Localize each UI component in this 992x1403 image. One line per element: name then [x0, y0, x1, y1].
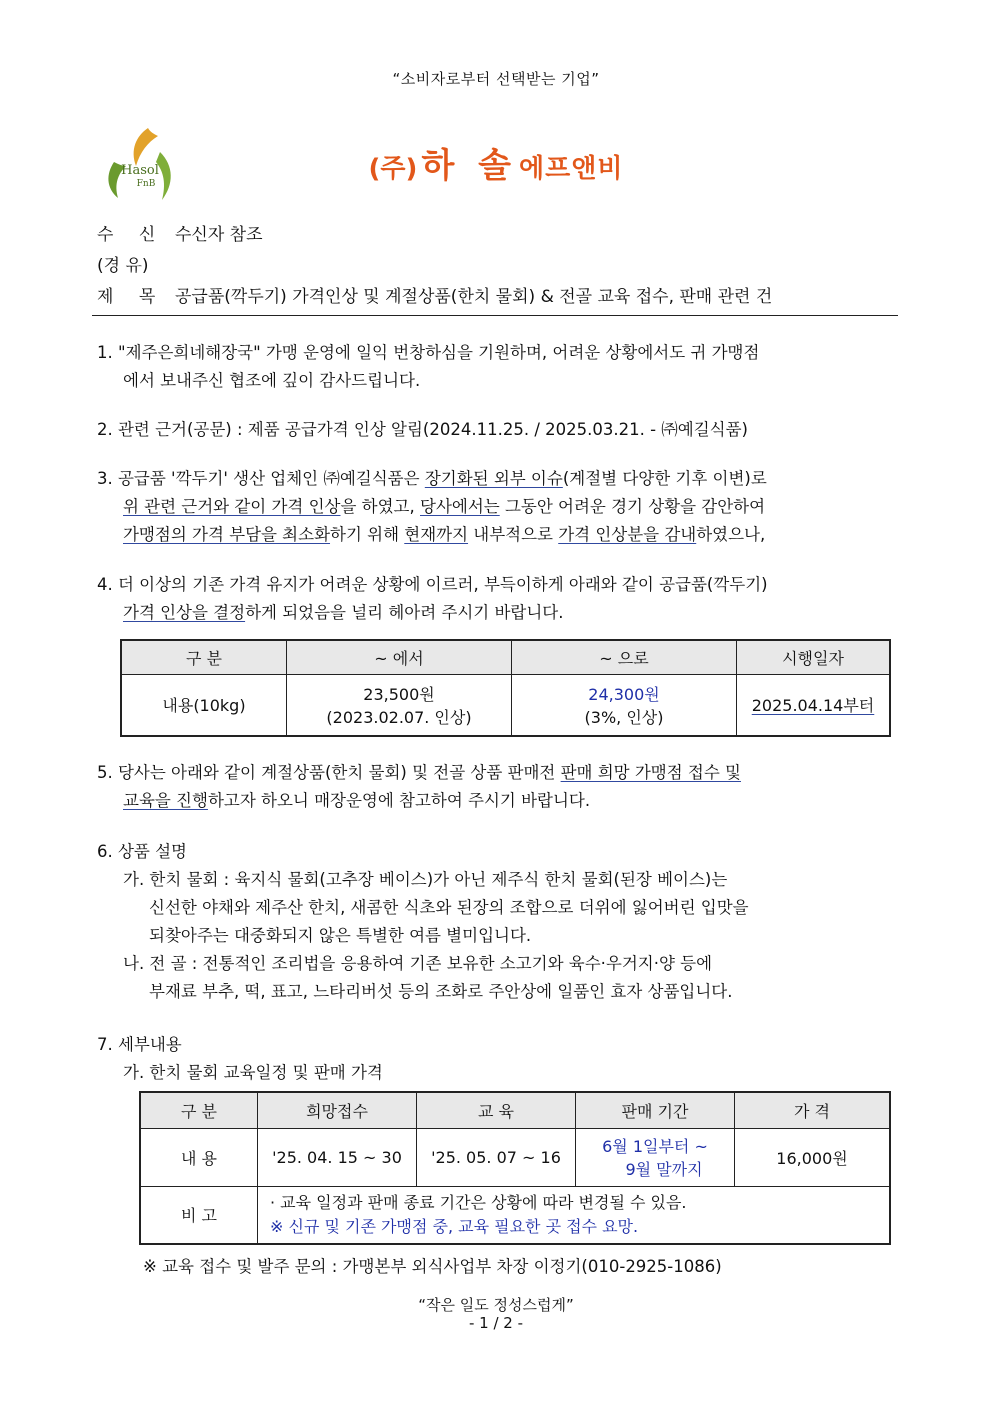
- price-header-effective: 시행일자: [737, 640, 891, 674]
- p4-b: 가격 인상을 결정: [123, 603, 246, 622]
- recipient-value: 수신자 참조: [175, 225, 263, 245]
- price-header-to: ~ 으로: [512, 640, 737, 674]
- remark-line2: ※ 신규 및 기존 가맹점 중, 교육 필요한 곳 접수 요망.: [270, 1216, 639, 1236]
- p3-m: 하였으나,: [696, 525, 766, 544]
- p3-a: 3. 공급품 '깍두기' 생산 업체인 ㈜예길식품은: [97, 469, 425, 488]
- p3-j: 현재까지: [404, 525, 469, 544]
- schedule-header-price: 가 격: [735, 1092, 891, 1128]
- paragraph-5: [97, 759, 897, 815]
- p1-line2: 에서 보내주신 협조에 깊이 감사드립니다.: [123, 371, 421, 390]
- price-from-value: 23,500원: [363, 684, 435, 704]
- schedule-period-line2: 9월 말까지: [625, 1160, 703, 1179]
- footer-slogan: “작은 일도 정성스럽게”: [418, 1296, 574, 1314]
- subject-value: 공급품(깍두기) 가격인상 및 계절상품(한치 물회) & 전골 교육 접수, 판매 관련 건: [175, 287, 773, 307]
- paragraph-3: [97, 465, 897, 549]
- schedule-header-apply: 희망접수: [258, 1092, 417, 1128]
- price-effective-cell: [737, 674, 891, 736]
- schedule-header-education: 교 육: [417, 1092, 576, 1128]
- p5-c: 교육을 진행: [123, 791, 208, 810]
- price-table: [120, 639, 891, 737]
- p1-line1: 1. "제주은희네해장국" 가맹 운영에 일익 번창하심을 기원하며, 어려운 상황에서도 귀 가맹점: [97, 343, 760, 362]
- company-main-name: 하 솔: [421, 146, 517, 186]
- header-divider: [92, 315, 898, 316]
- inquiry-note: [143, 1253, 903, 1281]
- price-from-note: (2023.02.07. 인상): [326, 707, 472, 727]
- schedule-price: 16,000원: [735, 1128, 891, 1186]
- p6-a3: 되찾아주는 대중화되지 않은 특별한 여름 별미입니다.: [149, 926, 532, 945]
- paragraph-2: [97, 416, 897, 444]
- logo-text-bottom: FnB: [136, 179, 156, 189]
- table-row: [121, 674, 890, 736]
- p3-l: 가격 인상분을 감내: [558, 525, 697, 544]
- via-label: (경 유): [97, 256, 149, 276]
- price-row-label: 내용(10kg): [121, 674, 287, 736]
- p6-b1: 나. 전 골 : 전통적인 조리법을 응용하여 기존 보유한 소고기와 육수·우거지·양 등에: [123, 954, 713, 973]
- price-to-cell: [512, 674, 737, 736]
- p6-a2: 신선한 야채와 제주산 한치, 새콤한 식초와 된장의 조합으로 더위에 잃어버린 입맛을: [149, 898, 749, 917]
- remark-line1: · 교육 일정과 판매 종료 기간은 상황에 따라 변경될 수 있음.: [270, 1192, 687, 1212]
- inquiry-text: ※ 교육 접수 및 발주 문의 : 가맹본부 외식사업부 차장 이정기(010-2925-1086): [143, 1257, 722, 1276]
- remark-label: 비 고: [140, 1186, 258, 1244]
- price-header-category: 구 분: [121, 640, 287, 674]
- paragraph-6: [97, 838, 897, 1006]
- subject-row: [97, 282, 772, 307]
- p4-line1: 4. 더 이상의 기존 가격 유지가 어려운 상황에 이르러, 부득이하게 아래와 같이 공급품(깍두기): [97, 575, 768, 594]
- paragraph-7: [97, 1031, 897, 1087]
- via-row: [97, 251, 149, 276]
- p3-c: (계절별 다양한 기후 이변)로: [562, 469, 767, 488]
- p5-b: 판매 희망 가맹점 접수 및: [560, 763, 741, 782]
- p7-title: 7. 세부내용: [97, 1035, 182, 1054]
- schedule-period: [576, 1128, 735, 1186]
- p3-e: 을 하였고,: [340, 497, 420, 516]
- p2-text: 2. 관련 근거(공문) : 제품 공급가격 인상 알림(2024.11.25. / 2025.03.21. - ㈜예길식품): [97, 420, 748, 439]
- p6-a1: 가. 한치 물회 : 육지식 물회(고추장 베이스)가 아닌 제주식 한치 물회(된장 베이스)는: [123, 870, 728, 889]
- p6-b2: 부재료 부추, 떡, 표고, 느타리버섯 등의 조화로 주안상에 일품인 효자 상품입니다.: [149, 982, 733, 1001]
- paragraph-4: [97, 571, 897, 627]
- recipient-label: 수 신: [97, 225, 166, 245]
- p3-d: 위 관련 근거와 같이 가격 인상: [123, 497, 341, 516]
- page-number: - 1 / 2 -: [468, 1314, 524, 1332]
- table-row: [140, 1186, 890, 1244]
- schedule-row-label: 내 용: [140, 1128, 258, 1186]
- logo-text-top: Hasol: [121, 163, 159, 178]
- recipient-row: [97, 220, 263, 245]
- p3-h: 가맹점의 가격 부담을 최소화: [123, 525, 331, 544]
- paragraph-1: [97, 339, 897, 395]
- price-effective-date: 2025.04.14부터: [751, 696, 875, 716]
- price-to-value: 24,300원: [588, 684, 660, 704]
- p3-i: 하기 위해: [330, 525, 405, 544]
- p3-f: 당사에서는: [420, 497, 500, 516]
- header-motto: “소비자로부터 선택받는 기업”: [392, 70, 600, 88]
- p3-b: 장기화된 외부 이슈: [424, 469, 563, 488]
- p5-a: 5. 당사는 아래와 같이 계절상품(한치 물회) 및 전골 상품 판매전: [97, 763, 561, 782]
- schedule-header-category: 구 분: [140, 1092, 258, 1128]
- schedule-apply: '25. 04. 15 ~ 30: [258, 1128, 417, 1186]
- schedule-table: [139, 1091, 891, 1245]
- schedule-education: '25. 05. 07 ~ 16: [417, 1128, 576, 1186]
- schedule-header-period: 판매 기간: [576, 1092, 735, 1128]
- company-sub-name: 에프앤비: [518, 154, 624, 184]
- p6-title: 6. 상품 설명: [97, 842, 187, 861]
- p5-d: 하고자 하오니 매장운영에 참고하여 주시기 바랍니다.: [207, 791, 591, 810]
- p3-k: 내부적으로: [468, 525, 559, 544]
- company-name: [0, 138, 992, 187]
- p4-c: 하게 되었음을 널리 헤아려 주시기 바랍니다.: [245, 603, 564, 622]
- subject-label: 제 목: [97, 287, 166, 307]
- p3-g: 그동안 어려운 경기 상황을 감안하여: [499, 497, 766, 516]
- price-to-note: (3%, 인상): [584, 707, 664, 727]
- price-header-from: ~ 에서: [287, 640, 512, 674]
- p7-sub: 가. 한치 물회 교육일정 및 판매 가격: [123, 1063, 383, 1082]
- table-row: [140, 1128, 890, 1186]
- price-from-cell: [287, 674, 512, 736]
- remark-cell: [258, 1186, 891, 1244]
- schedule-period-line1: 6월 1일부터 ~: [602, 1137, 708, 1156]
- company-paren: (주): [368, 154, 418, 184]
